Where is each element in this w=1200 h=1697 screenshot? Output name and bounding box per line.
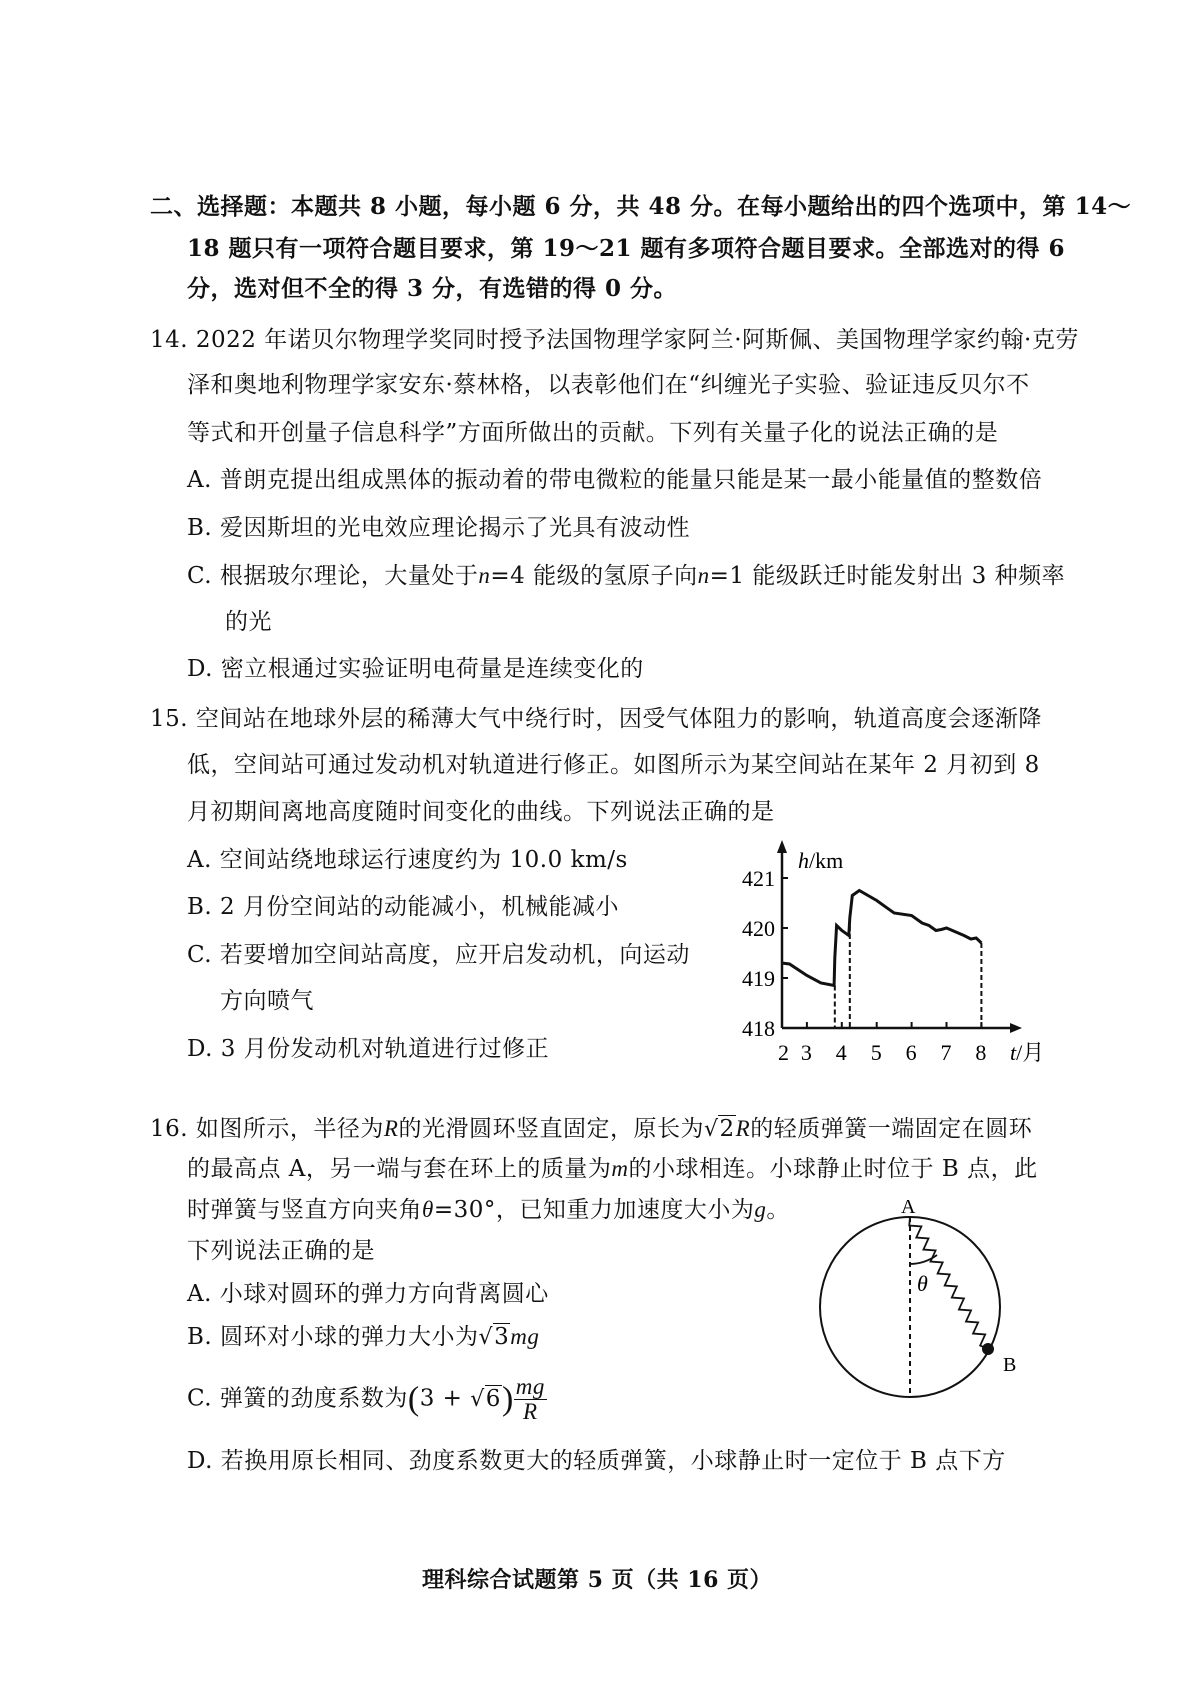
x-tick-label: 5 xyxy=(870,1040,882,1065)
q15-option-c-cont: 方向喷气 xyxy=(220,988,314,1014)
x-tick-label: 3 xyxy=(800,1040,812,1065)
q14-stem-line-1: 14. 2022 年诺贝尔物理学奖同时授予法国物理学家阿兰·阿斯佩、美国物理学家约翰·克劳 xyxy=(150,327,1079,353)
x-axis-label: t/月 xyxy=(1010,1040,1045,1065)
q16-option-a: A. 小球对圆环的弹力方向背离圆心 xyxy=(187,1281,549,1307)
q15-stem-line-1: 15. 空间站在地球外层的稀薄大气中绕行时，因受气体阻力的影响，轨道高度会逐渐降 xyxy=(150,706,1042,732)
x-axis-arrow xyxy=(1010,1023,1022,1033)
q14-option-a: A. 普朗克提出组成黑体的振动着的带电微粒的能量只能是某一最小能量值的整数倍 xyxy=(187,467,1043,493)
y-axis-arrow xyxy=(777,840,787,853)
x-tick-label: 6 xyxy=(905,1040,917,1065)
x-tick-label: 4 xyxy=(835,1040,847,1065)
q14-option-b: B. 爱因斯坦的光电效应理论揭示了光具有波动性 xyxy=(187,515,691,541)
section-header-line-1: 二、选择题：本题共 8 小题，每小题 6 分，共 48 分。在每小题给出的四个选项中，第 14～ xyxy=(150,193,1132,220)
q16-option-c: C. 弹簧的劲度系数为(3 + √6) $\frac{mg}{R}$ xyxy=(187,1374,545,1424)
q14-stem-line-3: 等式和开创量子信息科学”方面所做出的贡献。下列有关量子化的说法正确的是 xyxy=(187,420,999,446)
q14-option-d: D. 密立根通过实验证明电荷量是连续变化的 xyxy=(187,656,644,682)
q15-option-b: B. 2 月份空间站的动能减小，机械能减小 xyxy=(187,894,619,920)
theta-label: θ xyxy=(917,1271,928,1296)
q16-option-b: B. 圆环对小球的弹力大小为√3mg xyxy=(187,1324,540,1350)
y-tick-label: 419 xyxy=(742,966,775,991)
q16-stem-line-4: 下列说法正确的是 xyxy=(187,1238,375,1264)
q15-option-c: C. 若要增加空间站高度，应开启发动机，向运动 xyxy=(187,942,690,968)
point-b-label: B xyxy=(1003,1354,1017,1376)
q15-option-a: A. 空间站绕地球运行速度约为 10.0 km/s xyxy=(187,847,628,873)
q14-option-c-cont: 的光 xyxy=(225,609,272,635)
q15-option-d: D. 3 月份发动机对轨道进行过修正 xyxy=(187,1036,550,1062)
altitude-curve xyxy=(781,891,981,986)
section-header-line-3: 分，选对但不全的得 3 分，有选错的得 0 分。 xyxy=(187,275,678,302)
page-footer: 理科综合试题第 5 页（共 16 页） xyxy=(422,1567,773,1593)
section-header-line-2: 18 题只有一项符合题目要求，第 19～21 题有多项符合题目要求。全部选对的得 6 xyxy=(187,235,1066,262)
y-tick-label: 421 xyxy=(742,866,775,891)
q16-stem-line-1: 16. 如图所示，半径为R的光滑圆环竖直固定，原长为√2R的轻质弹簧一端固定在圆环 xyxy=(150,1116,1033,1142)
q16-option-d: D. 若换用原长相同、劲度系数更大的轻质弹簧，小球静止时一定位于 B 点下方 xyxy=(187,1448,1006,1474)
q14-option-c: C. 根据玻尔理论，大量处于n=4 能级的氢原子向n=1 能级跃迁时能发射出 3 种频率 xyxy=(187,563,1066,589)
q16-stem-line-3: 时弹簧与竖直方向夹角θ=30°，已知重力加速度大小为g。 xyxy=(187,1197,790,1223)
x-tick-label: 7 xyxy=(940,1040,952,1065)
q15-stem-line-3: 月初期间离地高度随时间变化的曲线。下列说法正确的是 xyxy=(187,799,775,825)
y-axis-label: h/km xyxy=(798,848,844,873)
x-tick-label: 2 xyxy=(778,1040,789,1065)
x-tick-label: 8 xyxy=(975,1040,987,1065)
q15-stem-line-2: 低，空间站可通过发动机对轨道进行修正。如图所示为某空间站在某年 2 月初到 8 xyxy=(187,752,1040,778)
y-tick-label: 418 xyxy=(742,1016,775,1041)
point-a-label: A xyxy=(901,1196,916,1218)
y-tick-label: 420 xyxy=(742,916,775,941)
q16-stem-line-2: 的最高点 A，另一端与套在环上的质量为m的小球相连。小球静止时位于 B 点，此 xyxy=(187,1156,1038,1182)
ball xyxy=(982,1343,994,1355)
ring-spring-figure xyxy=(820,1196,1016,1397)
q14-stem-line-2: 泽和奥地利物理学家安东·蔡林格，以表彰他们在“纠缠光子实验、验证违反贝尔不 xyxy=(187,372,1030,398)
